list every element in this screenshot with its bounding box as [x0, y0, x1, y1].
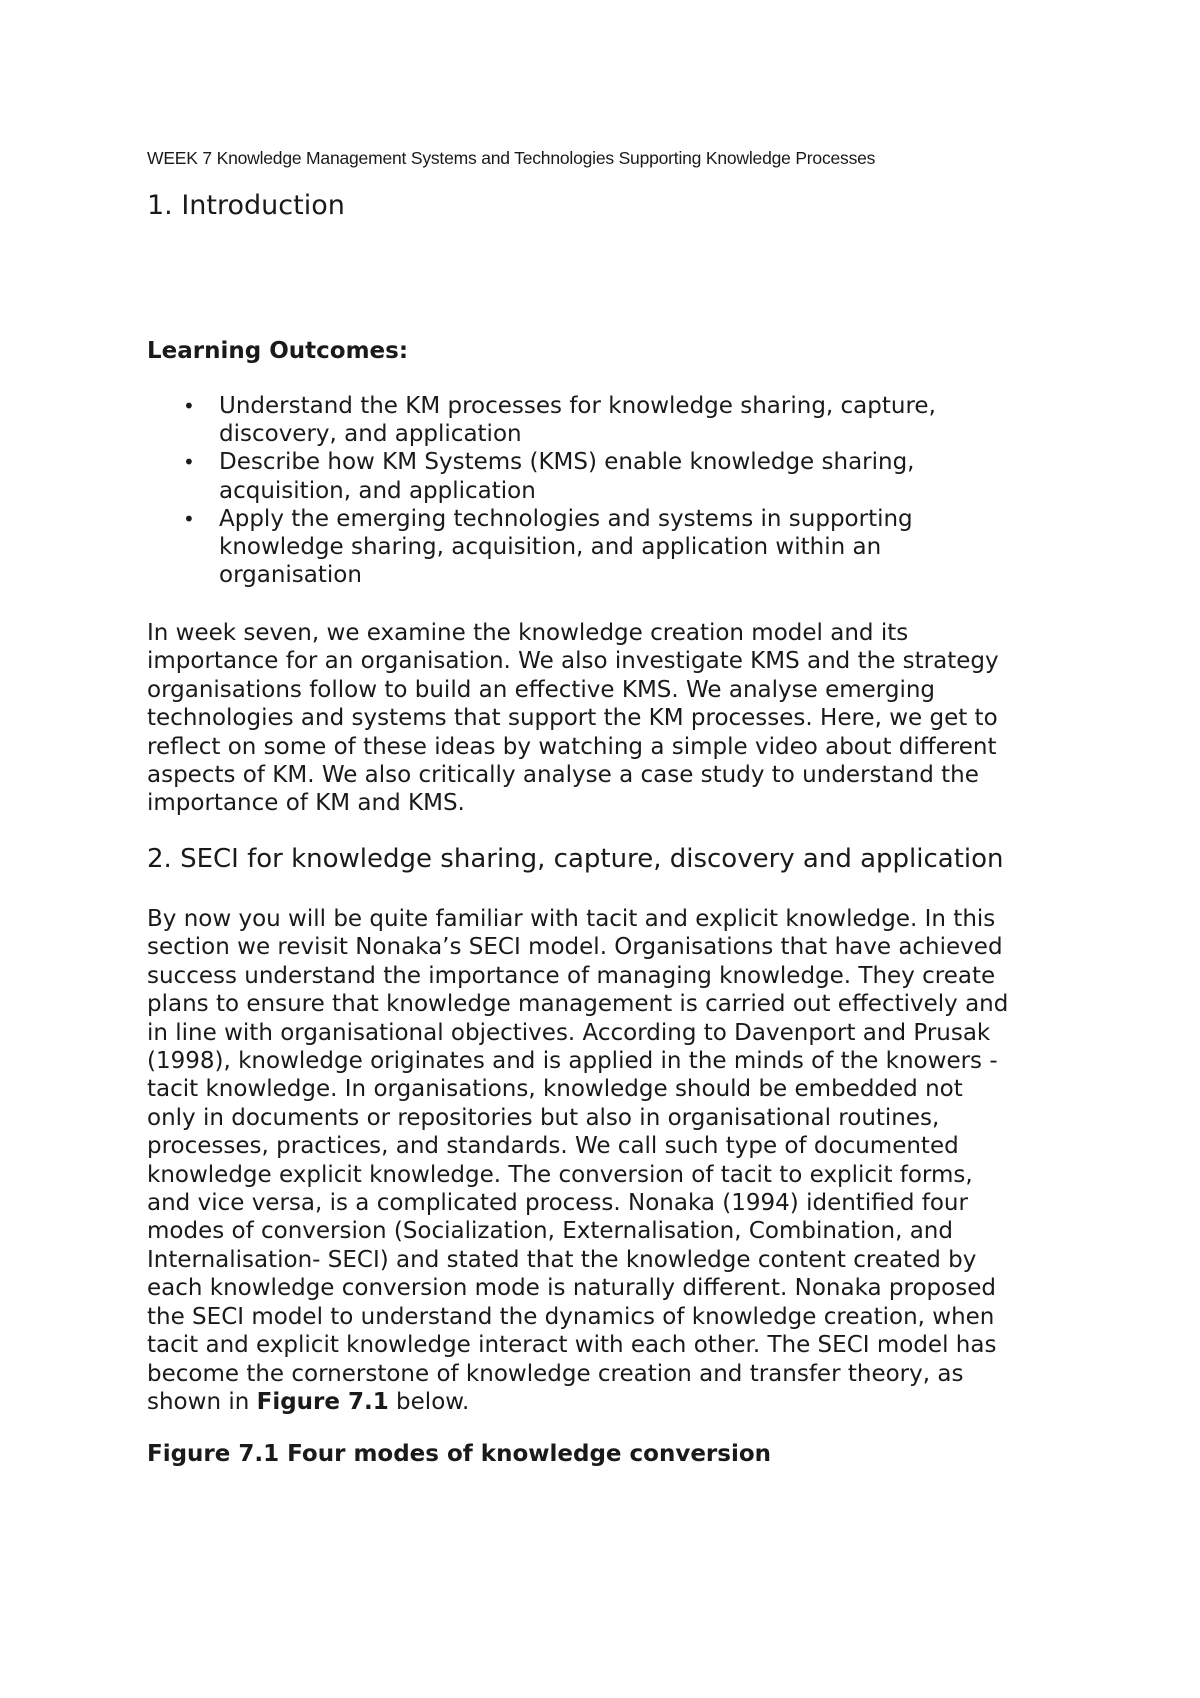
paragraph-line: modes of conversion (Socialization, Externalisation, Combination, and: [147, 1218, 953, 1245]
list-item-text: discovery, and application: [219, 421, 522, 448]
figure-caption: Figure 7.1 Four modes of knowledge conversion: [147, 1441, 772, 1467]
paragraph-line: importance for an organisation. We also investigate KMS and the strategy: [147, 648, 999, 675]
bullet-icon: •: [183, 394, 195, 418]
paragraph-line: knowledge explicit knowledge. The conversion of tacit to explicit forms,: [147, 1161, 973, 1188]
paragraph-line: only in documents or repositories but also in organisational routines,: [147, 1104, 940, 1131]
paragraph-line: aspects of KM. We also critically analyse a case study to understand the: [147, 762, 979, 789]
list-item-text: organisation: [219, 562, 362, 589]
inline-text: shown in: [147, 1388, 257, 1415]
list-item-text: Apply the emerging technologies and systems in supporting: [219, 505, 913, 532]
paragraph-line: success understand the importance of managing knowledge. They create: [147, 962, 996, 989]
learning-outcomes-list: [147, 392, 1077, 589]
list-item-text: acquisition, and application: [219, 477, 536, 504]
list-item: [147, 392, 949, 448]
paragraph-line: tacit knowledge. In organisations, knowledge should be embedded not: [147, 1076, 963, 1103]
list-item: [147, 448, 949, 504]
paragraph-line: in line with organisational objectives. According to Davenport and Prusak: [147, 1019, 991, 1046]
bullet-icon: •: [183, 506, 195, 531]
section-heading-seci: 2. SECI for knowledge sharing, capture, discovery and application: [147, 844, 1004, 874]
list-item: [147, 505, 949, 590]
list-item-text: Understand the KM processes for knowledge sharing, capture,: [219, 393, 936, 419]
learning-outcomes-heading: Learning Outcomes:: [147, 338, 409, 364]
section-heading-introduction: 1. Introduction: [147, 190, 345, 221]
paragraph-line: In week seven, we examine the knowledge creation model and its: [147, 620, 909, 646]
paragraph-line: reflect on some of these ideas by watching a simple video about different: [147, 733, 997, 760]
paragraph-line: technologies and systems that support the KM processes. Here, we get to: [147, 705, 998, 732]
paragraph-line: organisations follow to build an effective KMS. We analyse emerging: [147, 676, 936, 703]
inline-text: below.: [388, 1388, 470, 1415]
intro-paragraph: [147, 619, 999, 818]
paragraph-line: Internalisation- SECI) and stated that the knowledge content created by: [147, 1246, 977, 1273]
paragraph-line: become the cornerstone of knowledge creation and transfer theory, as: [147, 1360, 964, 1387]
paragraph-line: processes, practices, and standards. We call such type of documented: [147, 1133, 959, 1160]
paragraph-line: each knowledge conversion mode is naturally different. Nonaka proposed: [147, 1275, 996, 1302]
paragraph-line: [147, 1388, 1008, 1416]
paragraph-line: (1998), knowledge originates and is applied in the minds of the knowers -: [147, 1048, 998, 1075]
paragraph-line: importance of KM and KMS.: [147, 790, 465, 817]
figure-reference: Figure 7.1: [256, 1388, 389, 1415]
list-item-text: Describe how KM Systems (KMS) enable knowledge sharing,: [219, 449, 915, 476]
list-item-text: knowledge sharing, acquisition, and application within an: [219, 534, 882, 561]
bullet-icon: •: [183, 450, 195, 475]
paragraph-line: plans to ensure that knowledge management is carried out effectively and: [147, 991, 1009, 1018]
paragraph-line: and vice versa, is a complicated process. Nonaka (1994) identified four: [147, 1190, 968, 1217]
paragraph-line: By now you will be quite familiar with tacit and explicit knowledge. In this: [147, 906, 996, 932]
seci-paragraph: [147, 905, 1008, 1416]
paragraph-line: section we revisit Nonaka’s SECI model. Organisations that have achieved: [147, 934, 1003, 961]
paragraph-line: tacit and explicit knowledge interact with each other. The SECI model has: [147, 1332, 997, 1359]
week-title: WEEK 7 Knowledge Management Systems and Technologies Supporting Knowledge Processes: [147, 148, 876, 168]
paragraph-line: the SECI model to understand the dynamics of knowledge creation, when: [147, 1303, 995, 1330]
